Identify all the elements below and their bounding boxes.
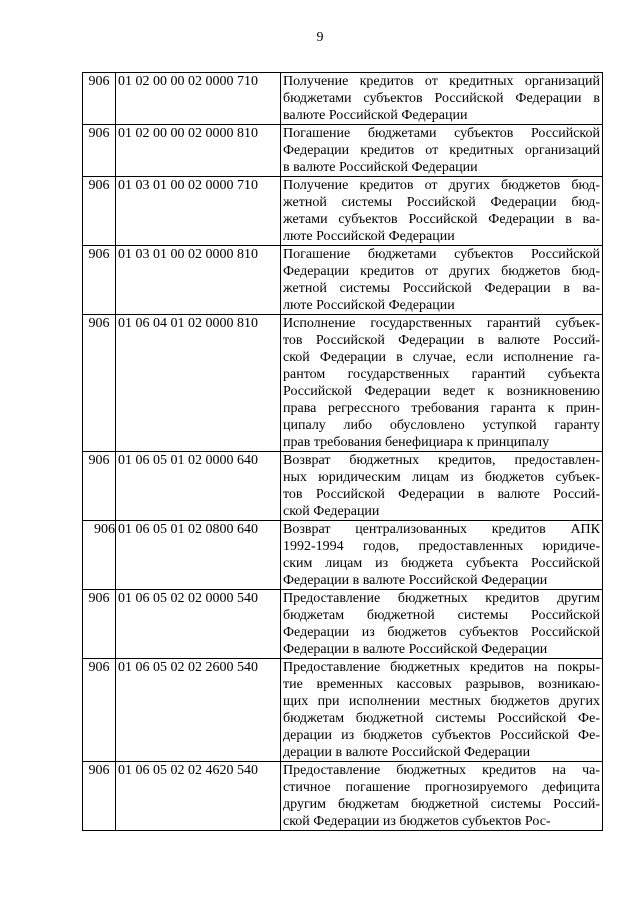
page-number: 9 — [316, 30, 324, 45]
admin-code-cell: 906 — [83, 246, 116, 315]
description-line: дерации в валюте Российской Федерации — [283, 745, 531, 760]
admin-code-cell: 906 — [83, 762, 116, 831]
table-row — [83, 762, 603, 831]
description-line: права регрессного требования гаранта к прин- — [283, 401, 600, 416]
description-line: Погашение бюджетами субъектов Российской — [283, 247, 600, 262]
admin-code-cell: 906 — [83, 125, 116, 177]
table-row — [83, 177, 603, 246]
budget-classification-code-cell: 01 06 04 01 02 0000 810 — [116, 315, 281, 452]
description-line: Российской Федерации ведет к возникновению — [283, 384, 600, 399]
admin-code-cell: 906 — [83, 521, 116, 590]
description-line: Федерации в валюте Российской Федерации — [283, 573, 548, 588]
description-line: ципалу либо обусловлено уступкой гаранту — [283, 418, 600, 433]
description-cell — [281, 452, 603, 521]
description-line: ским лицам из бюджета субъекта Российской — [283, 556, 600, 571]
budget-classification-code-cell: 01 02 00 00 02 0000 810 — [116, 125, 281, 177]
description-line: щих при исполнении местных бюджетов других — [283, 694, 600, 709]
description-line: ской Федерации в случае, если исполнение га- — [283, 350, 600, 365]
description-line: жетной системы Российской Федерации бюд- — [283, 195, 600, 210]
description-line: Федерации из бюджетов субъектов Российской — [283, 625, 600, 640]
table-row — [83, 125, 603, 177]
description-line: Федерации кредитов от других бюджетов бюд- — [283, 264, 600, 279]
budget-classification-code-cell: 01 06 05 01 02 0800 640 — [116, 521, 281, 590]
description-line: бюджетам бюджетной системы Российской — [283, 608, 600, 623]
table-row — [83, 315, 603, 452]
description-cell — [281, 590, 603, 659]
table-row — [83, 521, 603, 590]
description-line: люте Российской Федерации — [283, 298, 455, 313]
description-line: 1992-1994 годов, предоставленных юридиче- — [283, 539, 600, 554]
description-line: люте Российской Федерации — [283, 229, 455, 244]
description-line: жетной системы Российской Федерации в ва- — [283, 281, 600, 296]
admin-code-cell: 906 — [83, 177, 116, 246]
budget-classification-code-cell: 01 02 00 00 02 0000 710 — [116, 73, 281, 125]
budget-classification-code-cell: 01 03 01 00 02 0000 810 — [116, 246, 281, 315]
description-cell — [281, 762, 603, 831]
description-line: Возврат бюджетных кредитов, предоставлен- — [283, 453, 600, 468]
description-line: ных юридическим лицам из бюджетов субъек- — [283, 470, 600, 485]
description-cell — [281, 177, 603, 246]
description-cell — [281, 521, 603, 590]
table-row — [83, 73, 603, 125]
description-line: Исполнение государственных гарантий субъек- — [283, 316, 600, 331]
budget-classification-code-cell: 01 06 05 01 02 0000 640 — [116, 452, 281, 521]
budget-codes-table — [82, 72, 603, 831]
description-line: жетами субъектов Российской Федерации в ва- — [283, 212, 600, 227]
description-cell — [281, 659, 603, 762]
description-line: бюджетами субъектов Российской Федерации в — [283, 91, 600, 106]
table-row — [83, 246, 603, 315]
budget-classification-code-cell: 01 06 05 02 02 4620 540 — [116, 762, 281, 831]
description-line: Предоставление бюджетных кредитов на покры- — [283, 660, 600, 675]
table-row — [83, 590, 603, 659]
description-line: прав требования бенефициара к принципалу — [283, 435, 550, 450]
budget-classification-code-cell: 01 06 05 02 02 2600 540 — [116, 659, 281, 762]
budget-classification-code-cell: 01 06 05 02 02 0000 540 — [116, 590, 281, 659]
description-line: Федерации кредитов от кредитных организаций — [283, 143, 600, 158]
description-line: дерации из бюджетов субъектов Российской Фе- — [283, 728, 600, 743]
table-row — [83, 659, 603, 762]
description-line: Предоставление бюджетных кредитов на ча- — [283, 763, 600, 778]
description-line: валюте Российской Федерации — [283, 108, 468, 123]
description-line: тов Российской Федерации в валюте Россий- — [283, 333, 600, 348]
description-line: ской Федерации — [283, 504, 380, 519]
budget-classification-code-cell: 01 03 01 00 02 0000 710 — [116, 177, 281, 246]
admin-code-cell: 906 — [83, 315, 116, 452]
description-cell — [281, 125, 603, 177]
description-line: бюджетам бюджетной системы Российской Фе- — [283, 711, 600, 726]
description-cell — [281, 73, 603, 125]
description-line: Возврат централизованных кредитов АПК — [283, 522, 600, 537]
admin-code-cell: 906 — [83, 452, 116, 521]
table-row — [83, 452, 603, 521]
description-cell — [281, 315, 603, 452]
admin-code-cell: 906 — [83, 590, 116, 659]
description-line: рантом государственных гарантий субъекта — [283, 367, 600, 382]
description-line: Предоставление бюджетных кредитов другим — [283, 591, 600, 606]
description-line: Получение кредитов от кредитных организаций — [283, 74, 600, 89]
admin-code-cell: 906 — [83, 73, 116, 125]
description-line: Получение кредитов от других бюджетов бюд- — [283, 178, 600, 193]
table-body — [83, 73, 603, 831]
description-line: другим бюджетам бюджетной системы Россий- — [283, 797, 600, 812]
admin-code-cell: 906 — [83, 659, 116, 762]
description-line: тие временных кассовых разрывов, возникаю- — [283, 677, 600, 692]
description-line: Погашение бюджетами субъектов Российской — [283, 126, 600, 141]
description-line: стичное погашение прогнозируемого дефицита — [283, 780, 600, 795]
description-line: ской Федерации из бюджетов субъектов Рос- — [283, 814, 551, 829]
description-line: в валюте Российской Федерации — [283, 160, 478, 175]
description-line: Федерации в валюте Российской Федерации — [283, 642, 548, 657]
description-cell — [281, 246, 603, 315]
description-line: тов Российской Федерации в валюте Россий- — [283, 487, 600, 502]
